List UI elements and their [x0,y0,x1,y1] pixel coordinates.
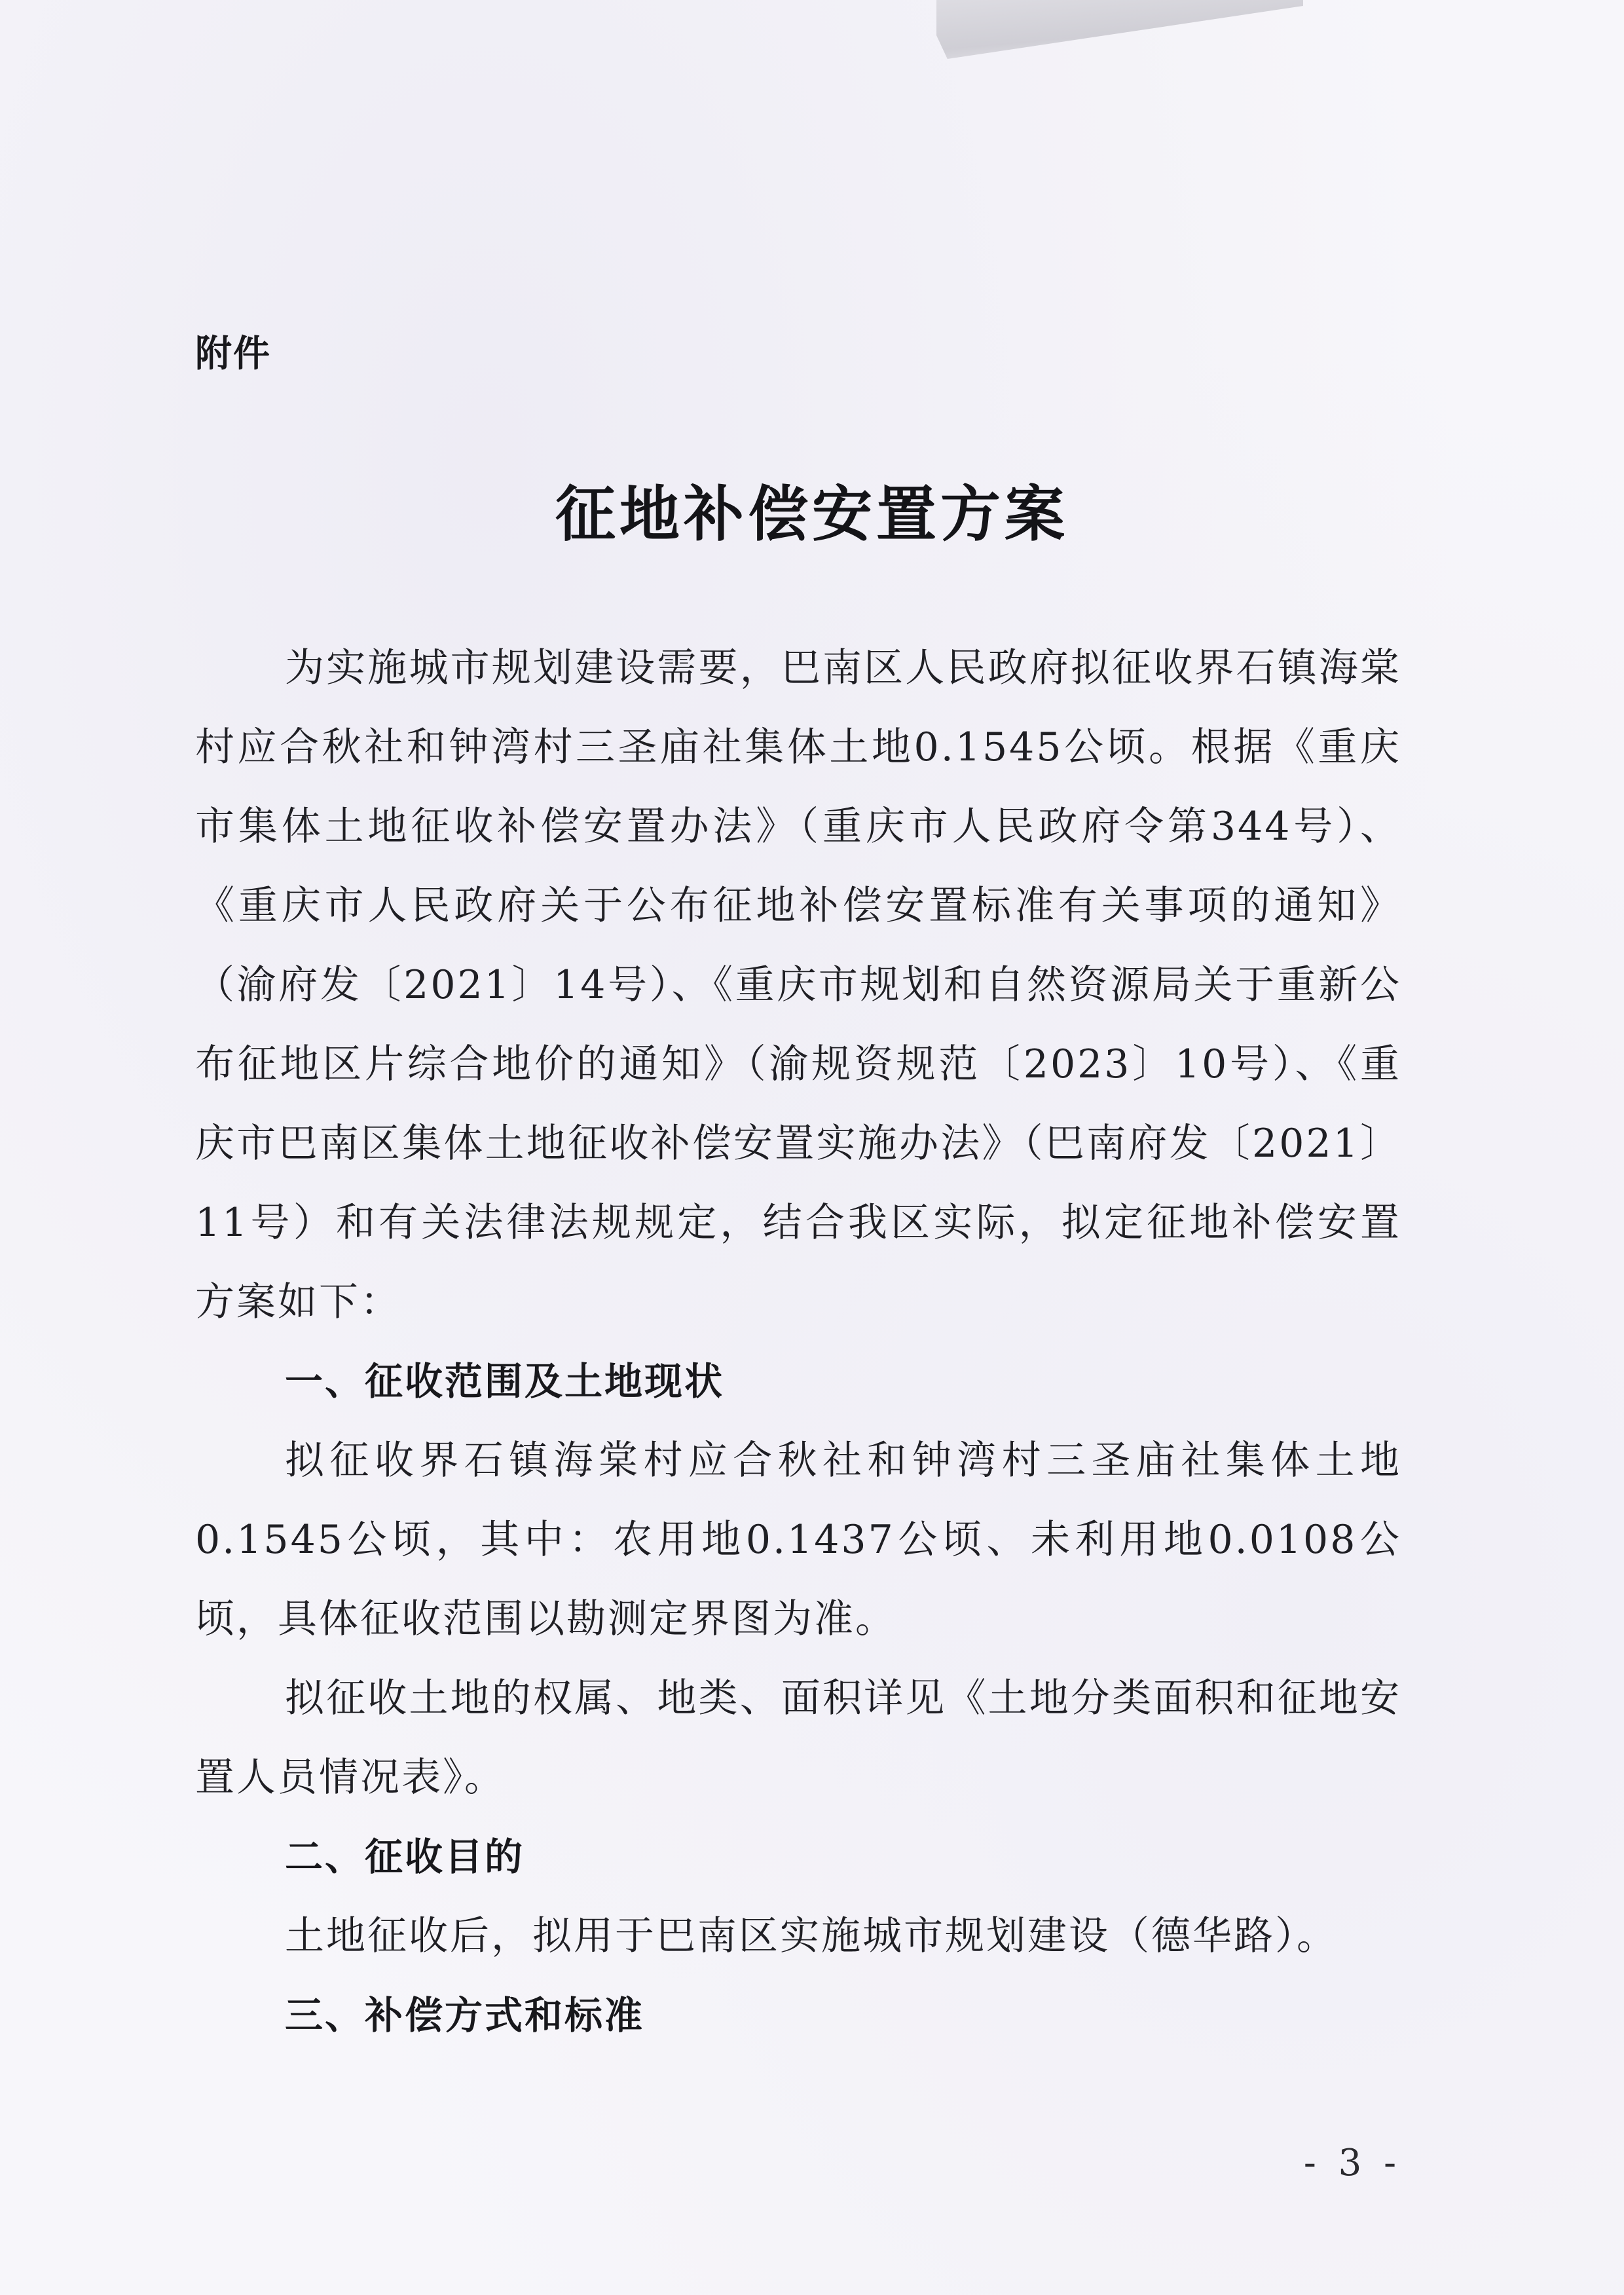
attachment-label: 附件 [195,333,271,375]
document-body [195,629,1401,2055]
intro-paragraph: 为实施城市规划建设需要，巴南区人民政府拟征收界石镇海棠村应合秋社和钟湾村三圣庙社集体土地0.1545公顷。根据《重庆市集体土地征收补偿安置办法》（重庆市人民政府令第344号）、《重庆市人民政府关于公布征地补偿安置标准有关事项的通知》（渝府发〔2021〕14号）、《重庆市规划和自然资源局关于重新公布征地区片综合地价的通知》（渝规资规范〔2023〕10号）、《重庆市巴南区集体土地征收补偿安置实施办法》（巴南府发〔2021〕11号）和有关法律法规规定，结合我区实际，拟定征地补偿安置方案如下： [195,645,1401,1325]
paper-fold-shadow [936,0,1303,59]
section-heading-purpose: 二、征收目的 [285,1835,525,1879]
ownership-paragraph: 拟征收土地的权属、地类、面积详见《土地分类面积和征地安置人员情况表》。 [195,1675,1401,1801]
purpose-paragraph: 土地征收后，拟用于巴南区实施城市规划建设（德华路）。 [285,1913,1338,1959]
section-heading-scope: 一、征收范围及土地现状 [285,1359,725,1404]
section-heading-compensation: 三、补偿方式和标准 [285,1993,645,2038]
scope-paragraph: 拟征收界石镇海棠村应合秋社和钟湾村三圣庙社集体土地0.1545公顷，其中：农用地0.1437公顷、未利用地0.0108公顷，具体征收范围以勘测定界图为准。 [195,1438,1401,1642]
page-number: - 3 - [1303,2142,1401,2184]
document-title: 征地补偿安置方案 [555,479,1069,550]
